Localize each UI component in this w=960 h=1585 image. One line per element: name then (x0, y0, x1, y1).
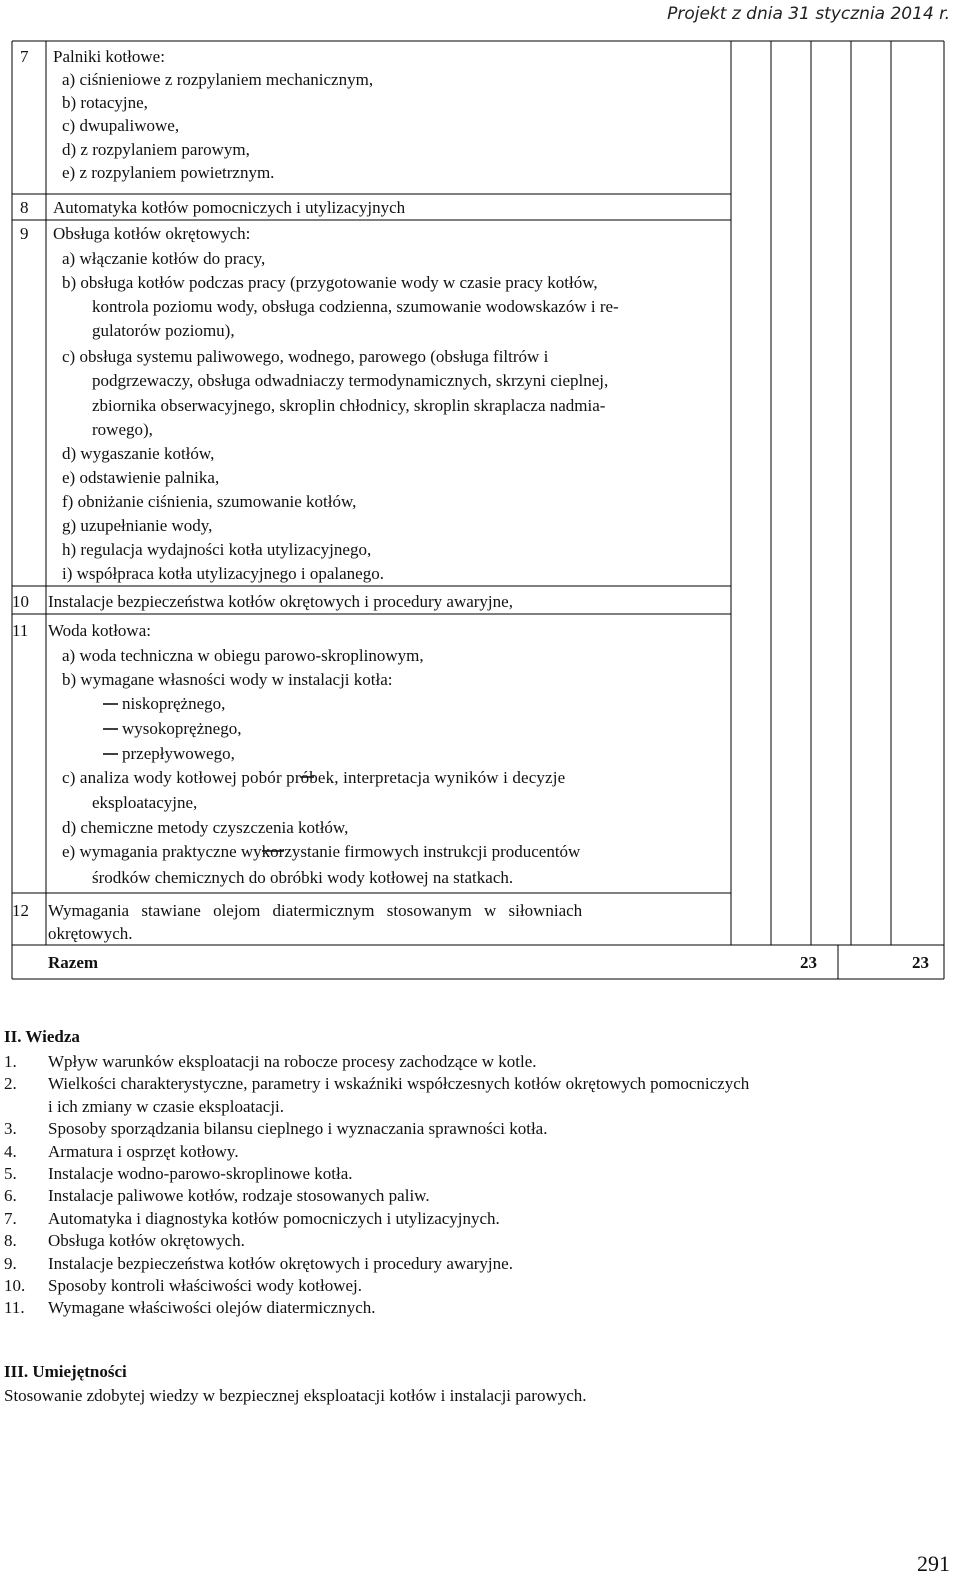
row-line: e) wymagania praktyczne wykorzystanie firmowych instrukcji producentów (62, 842, 581, 861)
row-line: wysokoprężnego, (122, 719, 242, 738)
list-item (4, 1073, 749, 1095)
row-line: gulatorów poziomu), (92, 321, 235, 340)
list-item (4, 1141, 749, 1163)
list-text: Automatyka i diagnostyka kotłów pomocniczych i utylizacyjnych. (48, 1208, 500, 1228)
list-number: 9. (4, 1253, 17, 1273)
row-line: b) wymagane własności wody w instalacji kotła: (62, 670, 393, 689)
row-number: 9 (20, 224, 29, 243)
list-item (4, 1096, 749, 1118)
list-number: 1. (4, 1052, 17, 1071)
row-line: c) dwupaliwowe, (62, 116, 180, 135)
row-title: Instalacje bezpieczeństwa kotłów okrętowych i procedury awaryjne, (48, 592, 513, 611)
list-item (4, 1297, 749, 1319)
total-value: 23 (912, 953, 929, 972)
list-text: Instalacje paliwowe kotłów, rodzaje stosowanych paliw. (48, 1186, 430, 1206)
row-line: d) wygaszanie kotłów, (62, 444, 215, 463)
list-number: 7. (4, 1208, 17, 1228)
list-text: Sposoby kontroli właściwości wody kotłowej. (48, 1276, 363, 1296)
section-title: II. Wiedza (4, 1027, 80, 1046)
list-item (4, 1253, 749, 1275)
row-line: kontrola poziomu wody, obsługa codzienna, szumowanie wodowskazów i re- (92, 297, 619, 316)
list-item (4, 1163, 749, 1185)
list-text: Instalacje wodno-parowo-skroplinowe kotła. (48, 1164, 353, 1184)
row-number: 10 (12, 592, 29, 611)
row-line: rowego), (92, 420, 153, 439)
list-item (4, 1208, 749, 1230)
row-line: d) chemiczne metody czyszczenia kotłów, (62, 818, 349, 837)
knowledge-list (4, 1051, 749, 1320)
page-number: 291 (917, 1551, 950, 1576)
list-text: Wpływ warunków eksploatacji na robocze procesy zachodzące w kotle. (48, 1052, 537, 1071)
list-number: 4. (4, 1141, 17, 1161)
list-number: 8. (4, 1231, 17, 1251)
row-line: b) rotacyjne, (62, 93, 148, 112)
row-line: eksploatacyjne, (92, 793, 198, 812)
row-line: przepływowego, (122, 744, 235, 763)
document-header: Projekt z dnia 31 stycznia 2014 r. (667, 4, 950, 24)
row-line: g) uzupełnianie wody, (62, 516, 213, 535)
list-text: Armatura i osprzęt kotłowy. (48, 1141, 239, 1161)
row-title: Wymagania stawiane olejom diatermicznym stosowanym w siłowniach (48, 901, 583, 920)
row-line: środków chemicznych do obróbki wody kotłowej na statkach. (92, 868, 514, 887)
list-text: Wymagane właściwości olejów diatermicznych. (48, 1298, 376, 1318)
list-number: 2. (4, 1074, 17, 1094)
list-number: 11. (4, 1298, 25, 1318)
list-item (4, 1051, 749, 1073)
row-line: d) z rozpylaniem parowym, (62, 140, 250, 159)
row-number: 11 (12, 621, 29, 640)
row-title: Woda kotłowa: (48, 621, 151, 640)
row-line: e) z rozpylaniem powietrznym. (62, 163, 275, 182)
list-item (4, 1185, 749, 1207)
row-line: f) obniżanie ciśnienia, szumowanie kotłów, (62, 492, 357, 511)
row-number: 12 (12, 901, 29, 920)
list-text: Instalacje bezpieczeństwa kotłów okrętowych i procedury awaryjne. (48, 1253, 513, 1273)
row-line: b) obsługa kotłów podczas pracy (przygotowanie wody w czasie pracy kotłów, (62, 273, 598, 292)
row-line: i) współpraca kotła utylizacyjnego i opalanego. (62, 564, 384, 583)
row-title: Automatyka kotłów pomocniczych i utylizacyjnych (53, 198, 406, 217)
row-line: a) ciśnieniowe z rozpylaniem mechanicznym, (62, 70, 374, 89)
list-item (4, 1230, 749, 1252)
row-title: Palniki kotłowe: (53, 47, 165, 66)
list-number: 5. (4, 1164, 17, 1184)
row-line: e) odstawienie palnika, (62, 468, 220, 487)
list-item (4, 1275, 749, 1297)
list-number: 3. (4, 1119, 17, 1139)
list-number: 6. (4, 1186, 17, 1206)
section-title: III. Umiejętności (4, 1362, 127, 1381)
row-line: c) obsługa systemu paliwowego, wodnego, parowego (obsługa filtrów i (62, 347, 549, 366)
row-line: a) włączanie kotłów do pracy, (62, 249, 266, 268)
row-line: podgrzewaczy, obsługa odwadniaczy termodynamicznych, skrzyni cieplnej, (92, 371, 609, 390)
row-number: 8 (20, 198, 29, 217)
row-line: niskoprężnego, (122, 694, 226, 713)
list-text: Sposoby sporządzania bilansu cieplnego i wyznaczania sprawności kotła. (48, 1119, 548, 1139)
total-value: 23 (800, 953, 817, 972)
list-text: i ich zmiany w czasie eksploatacji. (48, 1096, 285, 1116)
list-item (4, 1118, 749, 1140)
list-number: 10. (4, 1276, 26, 1296)
row-title: Obsługa kotłów okrętowych: (53, 224, 251, 243)
row-line: a) woda techniczna w obiegu parowo-skroplinowym, (62, 646, 424, 665)
total-label: Razem (48, 953, 99, 972)
section-text: Stosowanie zdobytej wiedzy w bezpiecznej eksploatacji kotłów i instalacji parowych. (4, 1386, 587, 1405)
row-line: okrętowych. (48, 924, 133, 943)
list-text: Wielkości charakterystyczne, parametry i wskaźniki współczesnych kotłów okrętowych pomocniczych (48, 1074, 750, 1094)
row-number: 7 (20, 47, 29, 66)
row-line: c) analiza wody kotłowej pobór próbek, interpretacja wyników i decyzje (62, 768, 566, 787)
list-text: Obsługa kotłów okrętowych. (48, 1231, 245, 1251)
row-line: h) regulacja wydajności kotła utylizacyjnego, (62, 540, 372, 559)
row-line: zbiornika obserwacyjnego, skroplin chłodnicy, skroplin skraplacza nadmia- (92, 396, 606, 415)
